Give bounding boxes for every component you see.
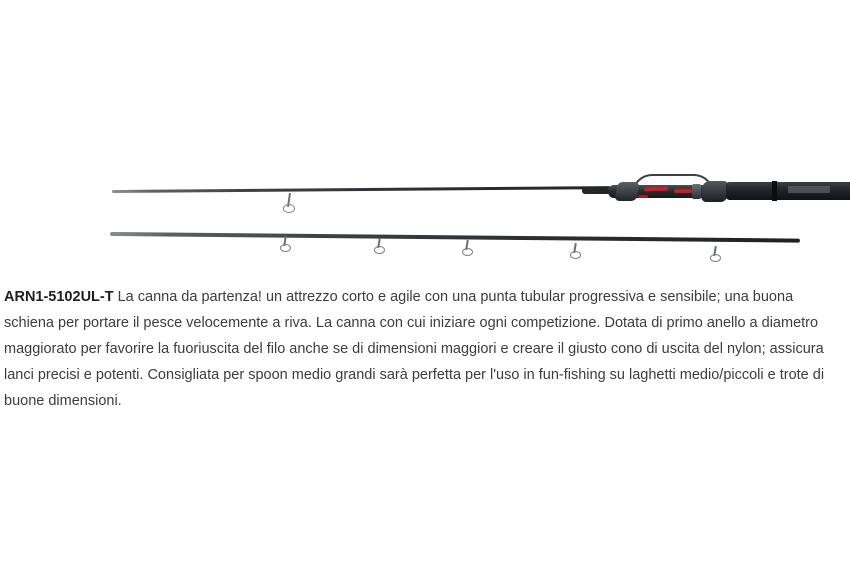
rod-lower-section bbox=[110, 226, 810, 262]
line-guide-ring-icon bbox=[283, 204, 295, 213]
rod-blank-lower bbox=[110, 232, 800, 243]
reel-seat bbox=[608, 178, 732, 204]
accent-stripe-three bbox=[638, 195, 648, 198]
rod-blank-tip bbox=[112, 186, 610, 193]
rod-upper-section bbox=[112, 168, 818, 214]
grip-band bbox=[772, 181, 777, 201]
accent-stripe-two bbox=[674, 189, 692, 193]
reel-seat-hood-front bbox=[614, 182, 639, 201]
accent-stripe-one bbox=[644, 187, 668, 192]
product-image bbox=[0, 0, 850, 278]
product-description-text: La canna da partenza! un attrezzo corto e agile con una punta tubular progressiva e sensibile; una buona schiena per portare il pesce velocemente a riva. La canna con cui iniziare ogni competizione. Dotata di primo anello a diametro maggiorato per favorire la fuoriuscita del filo anche se di dimensioni maggiori e creare il giusto cono di uscita del nylon; assicura lanci precisi e potenti. Consigliata per spoon medio grandi sarà perfetta per l'uso in fun-fishing su laghetti medio/piccoli e trote di buone dimensioni. bbox=[4, 289, 825, 409]
reel-seat-lock-nut bbox=[692, 184, 701, 199]
brand-logo bbox=[788, 186, 830, 193]
product-model-code: ARN1-5102UL-T bbox=[4, 289, 118, 305]
product-description bbox=[0, 284, 840, 414]
